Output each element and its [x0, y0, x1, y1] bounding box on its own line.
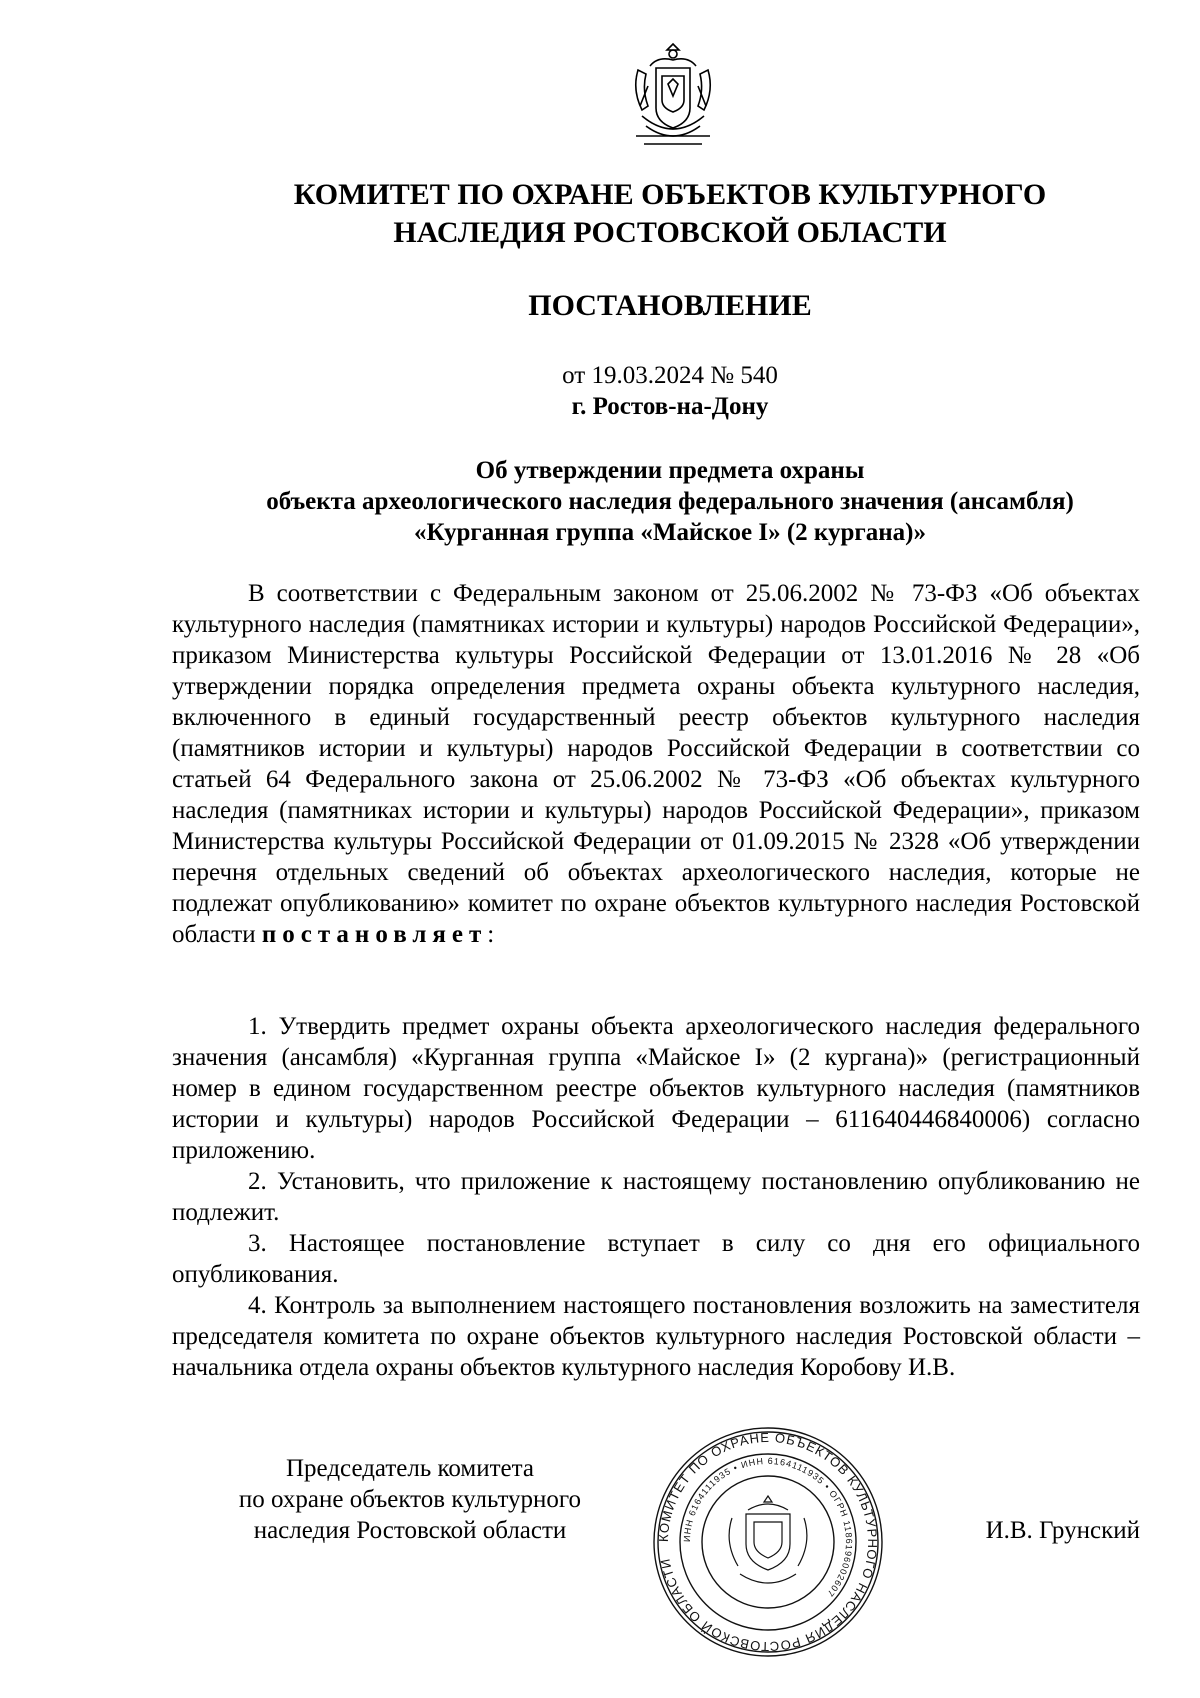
resolution-item: 3. Настоящее постановление вступает в силу со дня его официального опубликования.	[172, 1230, 1140, 1288]
subject-line-3: «Курганная группа «Майское I» (2 кургана)»	[414, 519, 926, 546]
resolution-item: 1. Утвердить предмет охраны объекта археологического наследия федерального значения (ансамбля) «Курганная группа «Майское I» (2 кургана)» (регистрационный номер в едином государственном реестре объектов культурного наследия (памятников истории и культуры) народов Российской Федерации – 611640446840006) согласно приложению.	[172, 1013, 1140, 1164]
signatory-title-line: наследия Ростовской области	[253, 1517, 567, 1544]
official-seal-icon	[648, 1422, 888, 1662]
seal-outer-text: КОМИТЕТ ПО ОХРАНЕ ОБЪЕКТОВ КУЛЬТУРНОГО НАСЛЕДИЯ РОСТОВСКОЙ ОБЛАСТИ	[655, 1429, 881, 1655]
document-type: ПОСТАНОВЛЕНИЕ	[528, 289, 812, 322]
resolution-items	[172, 1011, 1140, 1383]
signatory-name: И.В. Грунский	[985, 1517, 1140, 1544]
organization-title-line-1: КОМИТЕТ ПО ОХРАНЕ ОБЪЕКТОВ КУЛЬТУРНОГО	[293, 178, 1047, 211]
coat-of-arms-icon	[628, 40, 718, 152]
resolution-item: 2. Установить, что приложение к настоящему постановлению опубликованию не подлежит.	[172, 1168, 1140, 1226]
preamble-text: В соответствии с Федеральным законом от 25.06.2002 № 73-ФЗ «Об объектах культурного наследия (памятниках истории и культуры) народов Российской Федерации», приказом Министерства культуры Российской Федерации от 13.01.2016 № 28 «Об утверждении порядка определения предмета охраны объекта культурного наследия, включенного в единый государственный реестр объектов культурного наследия (памятников истории и культуры) народов Российской Федерации в соответствии со статьей 64 Федерального закона от 25.06.2002 № 73-ФЗ «Об объектах культурного наследия (памятниках истории и культуры) народов Российской Федерации», приказом Министерства культуры Российской Федерации от 01.09.2015 № 2328 «Об утверждении перечня отдельных сведений об объектах археологического наследия, которые не подлежат опубликованию» комитет по охране объектов культурного наследия Ростовской области	[172, 580, 1140, 948]
organization-title-line-2: НАСЛЕДИЯ РОСТОВСКОЙ ОБЛАСТИ	[393, 216, 947, 249]
date-and-number: от 19.03.2024 № 540	[562, 362, 778, 389]
signatory-title-line: Председатель комитета	[286, 1455, 534, 1482]
signatory-title-line: по охране объектов культурного	[238, 1486, 582, 1513]
resolution-item: 4. Контроль за выполнением настоящего постановления возложить на заместителя председателя комитета по охране объектов культурного наследия Ростовской области – начальника отдела охраны объектов культурного наследия Коробову И.В.	[172, 1292, 1140, 1381]
signatory-title	[175, 1453, 645, 1546]
city: г. Ростов-на-Дону	[571, 393, 769, 420]
preamble-paragraph	[172, 578, 1140, 950]
preamble-end: :	[487, 921, 495, 948]
resolves-word: постановляет	[261, 921, 488, 948]
subject-line-2: объекта археологического наследия федерального значения (ансамбля)	[266, 488, 1074, 515]
subject-line-1: Об утверждении предмета охраны	[475, 457, 865, 484]
seal-inner-text: ИНН 6164111935 • ИНН 6164111935 • ОГРН 1186196002607	[681, 1455, 855, 1600]
